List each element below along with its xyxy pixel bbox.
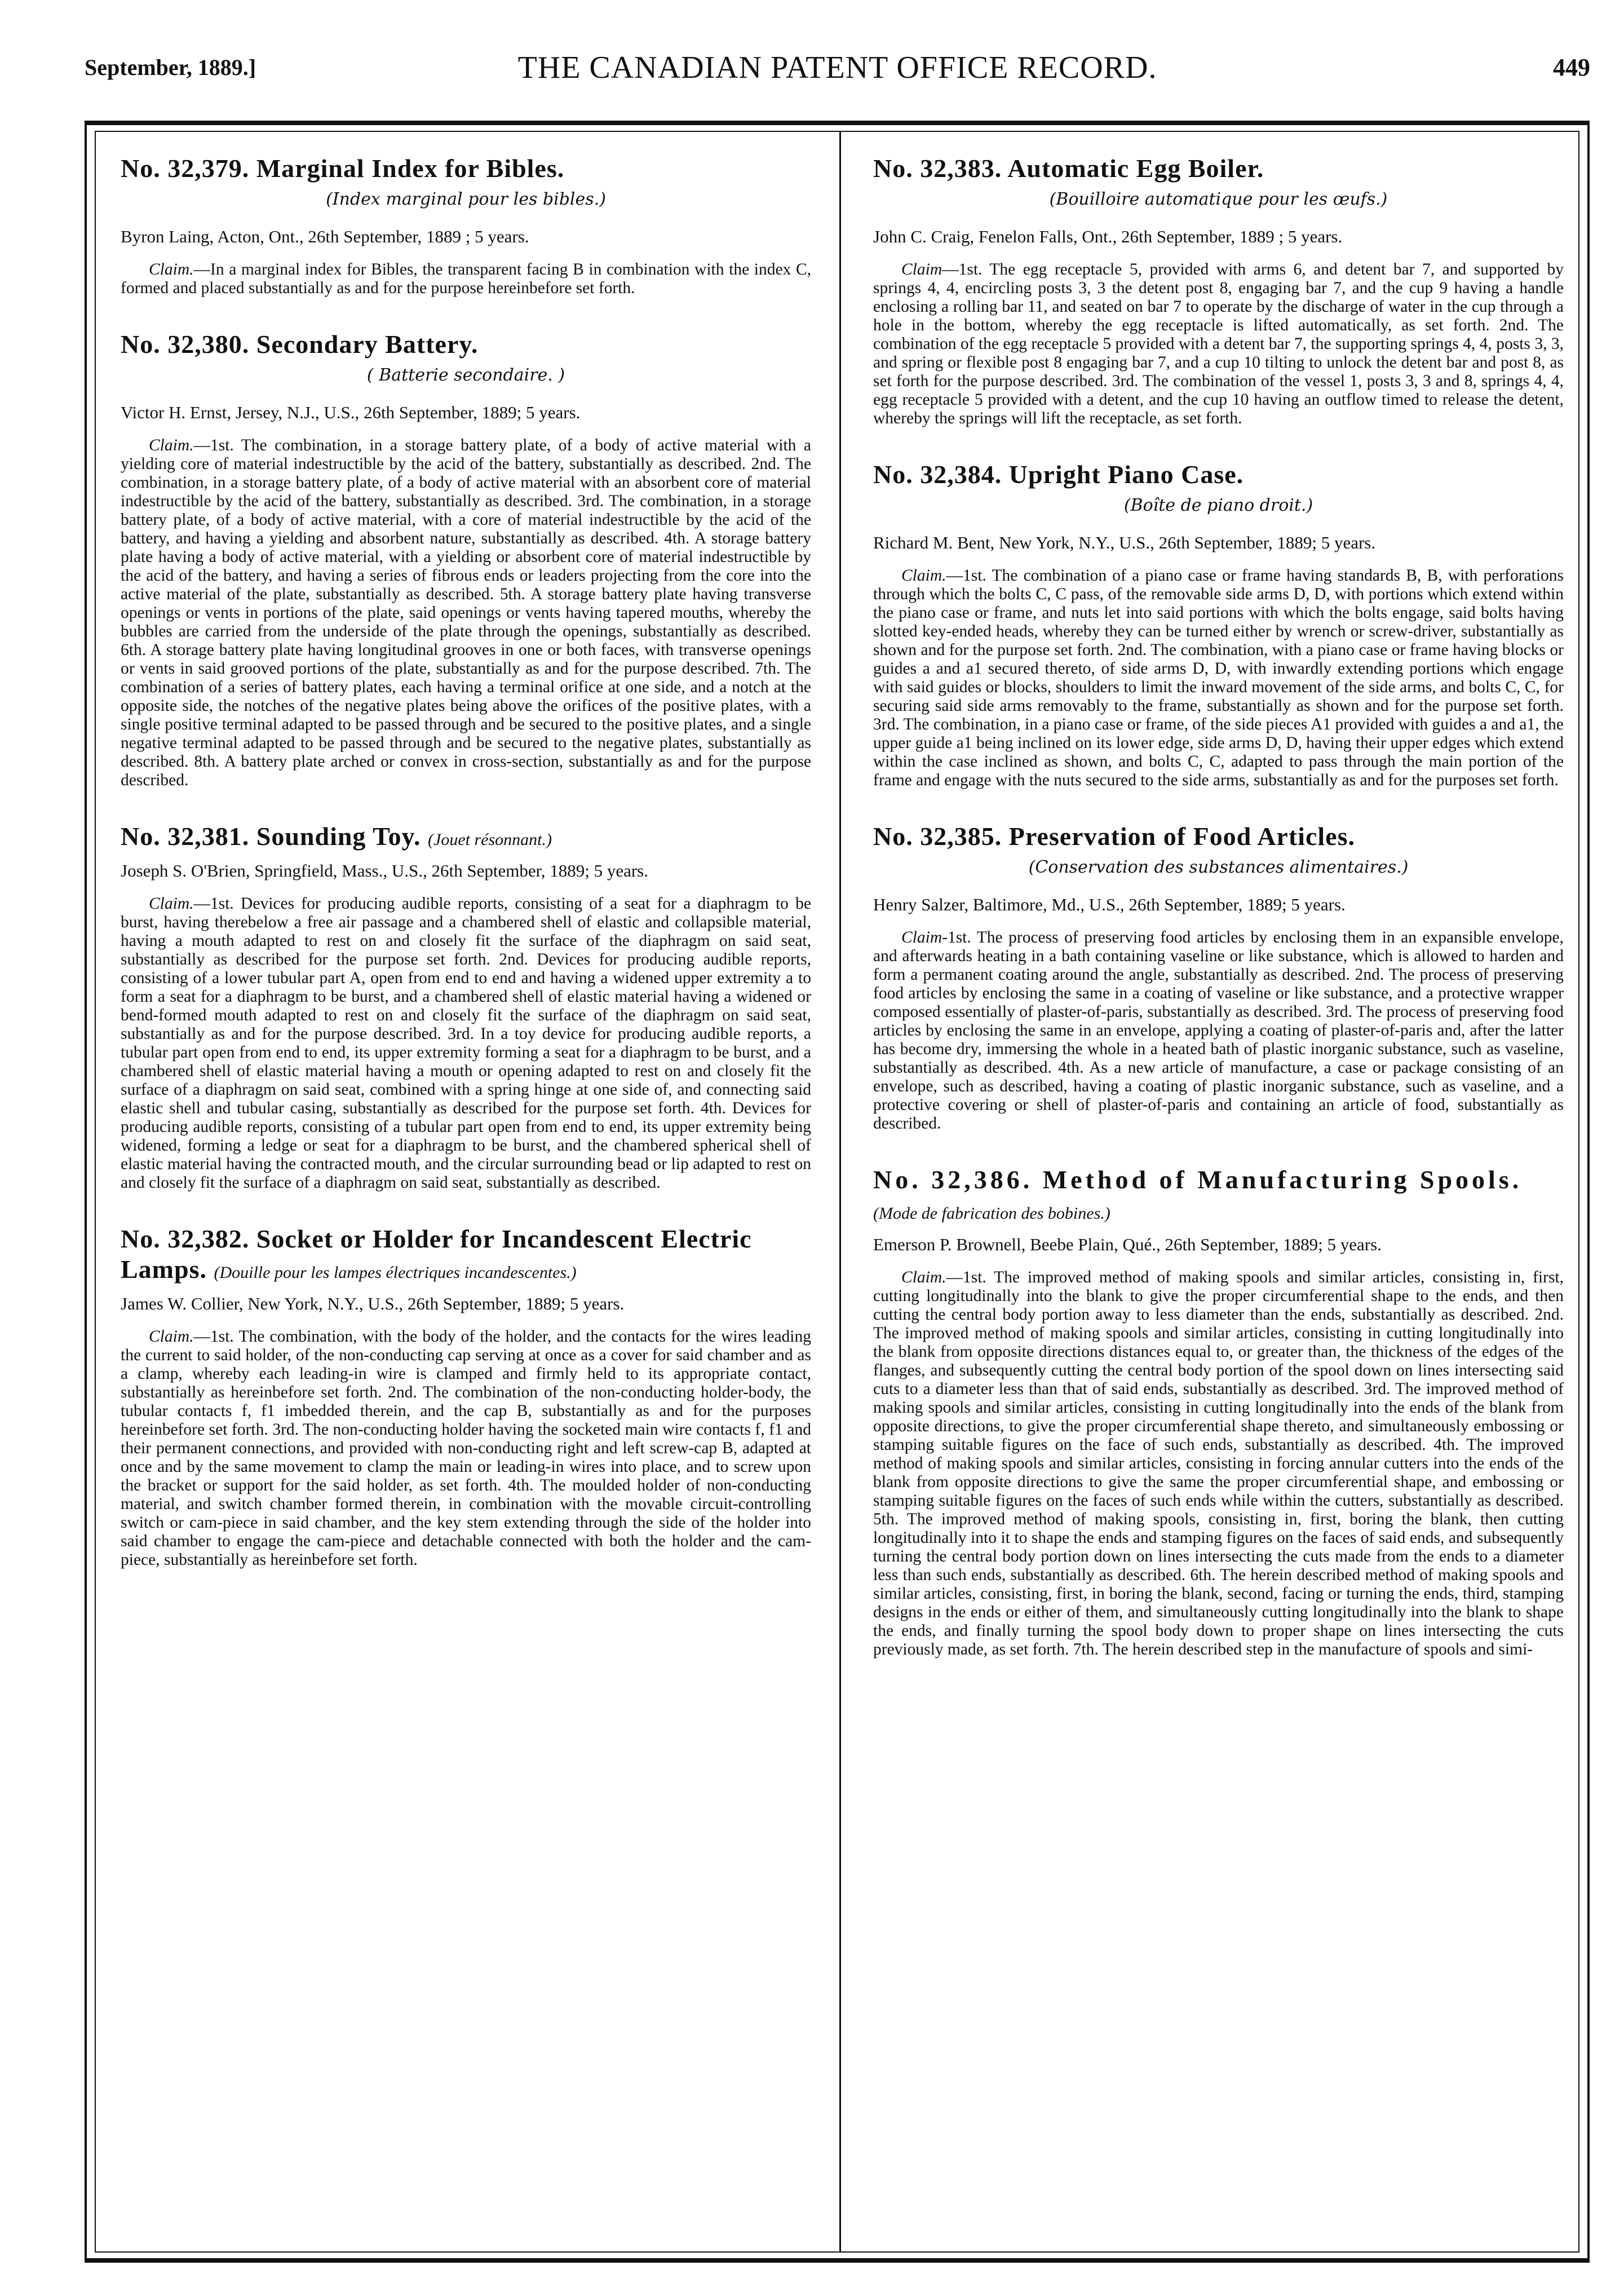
patent-claim bbox=[873, 567, 1564, 790]
patent-claim bbox=[873, 1268, 1564, 1659]
patent-entry-32379 bbox=[121, 153, 811, 298]
patent-french-title: (Bouilloire automatique pour les œufs.) bbox=[1049, 189, 1388, 209]
left-column bbox=[121, 153, 811, 1601]
publication-title: THE CANADIAN PATENT OFFICE RECORD. bbox=[517, 50, 1157, 85]
patent-number: No. 32,382. bbox=[121, 1224, 250, 1253]
patent-title: Method of Manufacturing Spools. bbox=[1042, 1165, 1523, 1194]
patent-title: Upright Piano Case. bbox=[1008, 460, 1244, 489]
patent-claim bbox=[873, 928, 1564, 1133]
claim-text: —1st. The egg receptacle 5, provided with arms 6, and detent bar 7, and supported by springs 4, 4, encircling posts 3, 3 the detent post 8, engaging bar 7, and the cup 9 having a handle enclosing a rolling bar 11, and seated on bar 7 to operate by the discharge of water in the cup through a hole in the bottom, whereby the egg receptacle is lifted automatically, as set forth. 2nd. The combination of the egg receptacle 5 provided with a detent bar 7, the supporting springs 4, 4, posts 3, 3, and spring or flexible post 8 engaging bar 7, and a cup 10 tilting to unlock the detent bar and post 8, as set forth for the purpose described. 3rd. The combination of the vessel 1, posts 3, 3 and 8, springs 4, 4, egg receptacle 5 provided with a detent, and the cup 10 having an outflow timed to release the detent, whereby the springs will lift the receptacle, as set forth. bbox=[873, 260, 1564, 427]
claim-label: Claim. bbox=[149, 260, 194, 278]
patent-inventor: Joseph S. O'Brien, Springfield, Mass., U.S., 26th September, 1889; 5 years. bbox=[121, 861, 648, 881]
patent-heading bbox=[121, 153, 811, 184]
patent-french-title: (Index marginal pour les bibles.) bbox=[326, 189, 606, 209]
claim-label: Claim bbox=[901, 928, 942, 946]
patent-french-title: (Boîte de piano droit.) bbox=[1123, 495, 1313, 515]
claim-text: —1st. Devices for producing audible reports, consisting of a seat for a diaphragm to be burst, having therebelow a free air passage and a chambered shell of elastic and collapsible material, having a mouth adapted to rest on and closely fit the surface of the diaphragm on said seat, substantially as described for the purpose set forth. 2nd. Devices for producing audible reports, consisting of a lower tubular part A, open from end to end and having a widened upper extremity a to form a seat for a diaphragm to be burst, and a chambered shell of elastic material having a widened or bend-formed mouth adapted to rest on and closely fit the surface of the diaphragm on said seat, substantially as and for the purpose described. 3rd. In a toy device for producing audible reports, a tubular part open from end to end, its upper extremity forming a seat for a diaphragm to be burst, and a chambered shell of elastic material having a mouth or opening adapted to rest on and closely fit the surface of a diaphragm on said seat, combined with a spring hinge at one side of, and connecting said elastic shell and tubular casing, substantially as described for the purpose set forth. 4th. Devices for producing audible reports, consisting of a tubular part open from end to end, its upper extremity being widened, forming a ledge or seat for a diaphragm to be burst, and the chambered spherical shell of elastic material having the contracted mouth, and the circular surrounding bead or lip adapted to rest on and closely fit the surface of a diaphragm on said seat, substantially as described. bbox=[121, 895, 811, 1192]
claim-text: —1st. The combination, in a storage battery plate, of a body of active material with a yielding core of material indestructible by the acid of the battery, substantially as described. 2nd. The combination, in a storage battery plate, of a body of active material with an absorbent core of material indestructible by the acid of the battery, substantially as described. 3rd. The combination, in a storage battery plate, of a body of active material, with a core of material indestructible by the acid of the battery, and having a yielding and absorbent nature, substantially as described. 4th. A storage battery plate having a body of active material, with a yielding or absorbent core of material indestructible by the acid of the battery, and having a series of fibrous ends or leaders projecting from the core into the active material of the plate, substantially as described. 5th. A storage battery plate having transverse openings or vents in portions of the plate, said openings or vents having tapered mouths, whereby the bubbles are carried from the underside of the plate through the openings, substantially as described. 6th. A storage battery plate having longitudinal grooves in one or both faces, with transverse openings or vents in said grooved portions of the plate, substantially as and for the purpose described. 7th. The combination of a series of battery plates, each having a terminal orifice at one side, and a notch at the opposite side, the notches of the negative plates being above the orifices of the positive plates, with a single positive terminal adapted to be passed through and be secured to the positive plates, and a single negative terminal adapted to be passed through and be secured to the negative plates, substantially as described. 8th. A battery plate arched or convex in cross-section, substantially as and for the purpose described. bbox=[121, 436, 811, 789]
patent-heading bbox=[121, 329, 811, 360]
patent-claim bbox=[873, 260, 1564, 428]
page-number: 449 bbox=[1553, 54, 1590, 81]
patent-inventor: Emerson P. Brownell, Beebe Plain, Qué., 26th September, 1889; 5 years. bbox=[873, 1235, 1382, 1254]
claim-label: Claim. bbox=[901, 1268, 946, 1286]
patent-entry-32381 bbox=[121, 821, 811, 1192]
patent-french-title: ( Batterie secondaire. ) bbox=[366, 365, 565, 385]
claim-label: Claim. bbox=[149, 895, 194, 913]
page-frame bbox=[85, 121, 1590, 2263]
claim-text: -1st. The process of preserving food articles by enclosing them in an expansible envelope, and afterwards heating in a bath containing vaseline or like substance, which is allowed to harden and form a permanent coating around the angle, substantially as described. 2nd. The process of preserving food articles by enclosing the same in a coating of vaseline or like substance, and a protective wrapper composed essentially of plaster-of-paris, substantially as described. 3rd. The process of preserving food articles by enclosing the same in an envelope, applying a coating of plaster-of-paris and, after the latter has become dry, immersing the whole in a heated bath of plastic inorganic substance, such as vaseline, substantially as described. 4th. As a new article of manufacture, a case or package consisting of an envelope, such as described, having a coating of plastic inorganic substance, such as vaseline, and a protective covering or shell of plaster-of-paris and containing an article of food, substantially as described. bbox=[873, 928, 1564, 1132]
claim-text: —1st. The improved method of making spools and similar articles, consisting in, first, cutting longitudinally into the blank to give the proper circumferential shape to the ends, and then cutting the central body portion away to less diameter than the ends, substantially as described. 2nd. The improved method of making spools and similar articles, consisting in cutting longitudinally into the blank from opposite directions distances equal to, or greater than, the thickness of the edges of the flanges, and subsequently cutting the central body portion of the spool down on lines intersecting said cuts to a diameter less than that of said ends, substantially as described. 3rd. The improved method of making spools and similar articles, consisting in cutting longitudinally into the ends of the blank from opposite directions, to give the proper circumferential shape thereto, and simultaneously embossing or stamping suitable figures on the face of such ends, substantially as described. 4th. The improved method of making spools and similar articles, consisting in forcing annular cutters into the ends of the blank from opposite directions to give the same the proper circumferential shape, and embossing or stamping suitable figures on the faces of such ends while within the cutters, substantially as described. 5th. The improved method of making spools, consisting in, first, boring the blank, then cutting longitudinally into it to shape the ends and stamping figures on the faces of said ends, and subsequently turning the central body portion down on lines intersecting the cuts made from the ends to a diameter less than such ends, substantially as described. 6th. The herein described method of making spools and similar articles, consisting, first, in boring the blank, second, facing or turning the ends, third, stamping designs in the ends or either of them, and simultaneously cutting longitudinally into the blank to shape the ends, and finally turning the spool body down to proper shape on lines intersecting the cuts previously made, as set forth. 7th. The herein described step in the manufacture of spools and simi- bbox=[873, 1268, 1564, 1658]
patent-heading bbox=[121, 821, 811, 855]
page-header bbox=[85, 50, 1590, 95]
patent-entry-32386 bbox=[873, 1165, 1564, 1659]
patent-title: Marginal Index for Bibles. bbox=[256, 154, 565, 183]
patent-inventor: Byron Laing, Acton, Ont., 26th September, 1889 ; 5 years. bbox=[121, 227, 529, 246]
patent-title: Preservation of Food Articles. bbox=[1008, 822, 1355, 851]
claim-label: Claim. bbox=[901, 567, 946, 585]
patent-claim bbox=[121, 260, 811, 298]
patent-number: No. 32,380. bbox=[121, 330, 250, 359]
patent-number: No. 32,379. bbox=[121, 154, 250, 183]
patent-claim bbox=[121, 1328, 811, 1569]
claim-text: —In a marginal index for Bibles, the transparent facing B in combination with the index C, formed and placed substantially as and for the purpose hereinbefore set forth. bbox=[121, 260, 811, 297]
issue-date: September, 1889.] bbox=[85, 55, 256, 80]
claim-label: Claim. bbox=[149, 436, 194, 454]
patent-french-title: (Jouet résonnant.) bbox=[428, 830, 552, 849]
patent-heading bbox=[121, 1224, 811, 1288]
patent-heading bbox=[873, 153, 1564, 184]
patent-inventor: John C. Craig, Fenelon Falls, Ont., 26th September, 1889 ; 5 years. bbox=[873, 227, 1343, 246]
patent-number: No. 32,384. bbox=[873, 460, 1002, 489]
patent-heading bbox=[873, 1165, 1564, 1229]
right-column bbox=[873, 153, 1564, 1691]
patent-heading bbox=[873, 821, 1564, 852]
patent-inventor: James W. Collier, New York, N.Y., U.S., 26th September, 1889; 5 years. bbox=[121, 1294, 625, 1313]
patent-number: No. 32,386. bbox=[873, 1165, 1033, 1194]
patent-title: Automatic Egg Boiler. bbox=[1007, 154, 1264, 183]
patent-french-title: (Mode de fabrication des bobines.) bbox=[873, 1204, 1110, 1223]
patent-title: Sounding Toy. bbox=[256, 822, 421, 851]
column-divider bbox=[839, 131, 841, 2253]
patent-claim bbox=[121, 895, 811, 1192]
patent-number: No. 32,383. bbox=[873, 154, 1002, 183]
patent-number: No. 32,385. bbox=[873, 822, 1002, 851]
patent-entry-32383 bbox=[873, 153, 1564, 428]
patent-claim bbox=[121, 436, 811, 790]
patent-heading bbox=[873, 459, 1564, 490]
patent-inventor: Victor H. Ernst, Jersey, N.J., U.S., 26th September, 1889; 5 years. bbox=[121, 402, 581, 422]
patent-entry-32384 bbox=[873, 459, 1564, 790]
claim-text: —1st. The combination of a piano case or frame having standards B, B, with perforations through which the bolts C, C pass, of the removable side arms D, D, with portions which extend within the piano case or frame, and nuts let into said portions with which the bolts engage, said bolts having slotted key-ended heads, whereby they can be turned either by wrench or screw-driver, substantially as shown and for the purpose set forth. 2nd. The combination, with a piano case or frame having blocks or guides a and a1 secured thereto, of side arms D, D, with inwardly extending portions which engage with said guides or blocks, shoulders to limit the inward movement of the side arms, and bolts C, C, for securing said side arms removably to the frame, substantially as shown and for the purpose set forth. 3rd. The combination, in a piano case or frame, of the side pieces A1 provided with guides a and a1, the upper guide a1 being inclined on its lower edge, side arms D, D, having their upper edges which extend within the case inclined as shown, and bolts C, C, adapted to pass through the main portion of the frame and engage with the nuts secured to the side arms, substantially as and for the purposes set forth. bbox=[873, 567, 1564, 789]
patent-title: Secondary Battery. bbox=[256, 330, 479, 359]
patent-inventor: Henry Salzer, Baltimore, Md., U.S., 26th September, 1889; 5 years. bbox=[873, 895, 1346, 914]
claim-text: —1st. The combination, with the body of the holder, and the contacts for the wires leading the current to said holder, of the non-conducting cap serving at once as a cover for said chamber and as a clamp, whereby each leading-in wire is clamped and firmly held to its appropriate contact, substantially as hereinbefore set forth. 2nd. The combination of the non-conducting holder-body, the tubular contacts f, f1 imbedded therein, and the cap B, substantially as and for the purposes hereinbefore set forth. 3rd. The non-conducting holder having the socketed main wire contacts f, f1 and their permanent connections, and provided with non-conducting right and left screw-cap B, adapted at once and by the same movement to clamp the main or leading-in wires into place, and to screw upon the bracket or support for the said holder, as set forth. 4th. The moulded holder of non-conducting material, and switch chamber formed therein, in combination with the movable circuit-controlling switch or cam-piece in said chamber, and the key stem extending through the side of the holder into said chamber to engage the cam-piece and detachable connected with both the holder and the cam-piece, substantially as hereinbefore set forth. bbox=[121, 1328, 811, 1569]
claim-label: Claim. bbox=[149, 1328, 194, 1346]
patent-entry-32382 bbox=[121, 1224, 811, 1569]
patent-title: Socket or Holder for Incandescent Electric Lamps. bbox=[121, 1224, 752, 1284]
claim-label: Claim bbox=[901, 260, 942, 278]
patent-entry-32380 bbox=[121, 329, 811, 790]
patent-entry-32385 bbox=[873, 821, 1564, 1133]
patent-number: No. 32,381. bbox=[121, 822, 250, 851]
patent-french-title: (Conservation des substances alimentaires.) bbox=[1028, 857, 1409, 877]
patent-inventor: Richard M. Bent, New York, N.Y., U.S., 26th September, 1889; 5 years. bbox=[873, 533, 1376, 552]
patent-french-title: (Douille pour les lampes électriques incandescentes.) bbox=[214, 1263, 577, 1282]
